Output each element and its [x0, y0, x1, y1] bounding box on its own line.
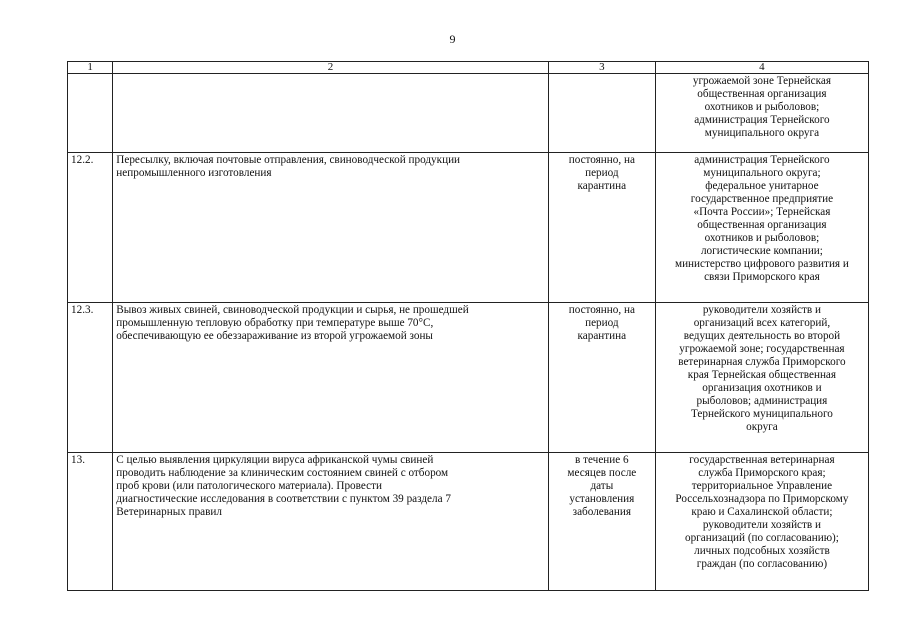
period-line: заболевания — [572, 506, 631, 518]
row-number: 12.3. — [68, 303, 113, 453]
responsible-line: министерство цифрового развития и — [674, 258, 849, 270]
action-line: С целью выявления циркуляции вируса африканской чумы свиней — [116, 454, 434, 466]
period-line: период — [585, 167, 619, 179]
responsible-line: территориальное Управление — [691, 480, 833, 492]
period-line: постоянно, на — [568, 304, 635, 316]
action-line: Пересылку, включая почтовые отправления, свиноводческой продукции — [116, 154, 461, 166]
row-action — [113, 453, 549, 591]
responsible-line: Тернейского муниципального — [690, 408, 833, 420]
period-line: карантина — [577, 330, 627, 342]
table-row — [68, 153, 869, 303]
period-line: месяцев после — [567, 467, 637, 479]
responsible-line: Россельхознадзора по Приморскому — [675, 493, 849, 505]
action-line: диагностические исследования в соответствии с пунктом 39 раздела 7 — [116, 493, 451, 505]
row-period — [548, 453, 655, 591]
header-col-1: 1 — [68, 62, 113, 74]
row-action — [113, 303, 549, 453]
row-responsible — [655, 153, 868, 303]
responsible-line: общественная организация — [697, 219, 827, 231]
responsible-line: государственная ветеринарная — [689, 454, 835, 466]
responsible-line: ведущих деятельность во второй — [683, 330, 841, 342]
responsible-line: организаций всех категорий, — [693, 317, 831, 329]
action-line: промышленную тепловую обработку при температуре выше 70°С, — [116, 317, 434, 329]
action-line: Ветеринарных правил — [116, 506, 222, 518]
period-line: период — [585, 317, 619, 329]
responsible-line: служба Приморского края; — [698, 467, 826, 479]
responsible-line: организация охотников и — [702, 382, 822, 394]
responsible-line: округа — [746, 421, 778, 433]
table-row — [68, 303, 869, 453]
row-responsible — [655, 74, 868, 153]
row-period — [548, 74, 655, 153]
row-period — [548, 153, 655, 303]
responsible-line: логистические компании; — [700, 245, 823, 257]
period-line: карантина — [577, 180, 627, 192]
responsible-line: связи Приморского края — [704, 271, 820, 283]
responsible-line: края Тернейская общественная — [687, 369, 837, 381]
row-responsible — [655, 453, 868, 591]
responsible-line: охотников и рыболовов; — [704, 232, 820, 244]
table-row — [68, 453, 869, 591]
responsible-line: «Почта России»; Тернейская — [693, 206, 831, 218]
header-col-4: 4 — [655, 62, 868, 74]
responsible-line: муниципального округа; — [703, 167, 821, 179]
period-line: постоянно, на — [568, 154, 635, 166]
row-number — [68, 74, 113, 153]
action-line: непромышленного изготовления — [116, 167, 272, 179]
responsible-line: ветеринарная служба Приморского — [678, 356, 846, 368]
responsible-line: угрожаемой зоне Тернейская — [692, 75, 831, 87]
responsible-line: граждан (по согласованию) — [696, 558, 828, 570]
responsible-line: руководители хозяйств и — [702, 519, 821, 531]
responsible-line: организаций (по согласованию); — [684, 532, 839, 544]
responsible-line: муниципального округа — [704, 127, 820, 139]
action-line: проб крови (или патологического материала). Провести — [116, 480, 382, 492]
page-number: 9 — [449, 32, 456, 46]
action-line: обеспечивающую ее обеззараживание из второй угрожаемой зоны — [116, 330, 433, 342]
row-action — [113, 153, 549, 303]
row-action — [113, 74, 549, 153]
row-number: 13. — [68, 453, 113, 591]
responsible-line: краю и Сахалинской области; — [691, 506, 833, 518]
responsible-line: администрация Тернейского — [694, 154, 830, 166]
action-line: Вывоз живых свиней, свиноводческой продукции и сырья, не прошедшей — [116, 304, 469, 316]
responsible-line: государственное предприятие — [690, 193, 834, 205]
period-line: даты — [590, 480, 614, 492]
responsible-line: рыболовов; администрация — [696, 395, 828, 407]
responsible-line: угрожаемой зоне; государственная — [679, 343, 845, 355]
row-number: 12.2. — [68, 153, 113, 303]
responsible-line: администрация Тернейского — [694, 114, 830, 126]
row-responsible — [655, 303, 868, 453]
responsible-line: охотников и рыболовов; — [704, 101, 820, 113]
action-line: проводить наблюдение за клиническим состоянием свиней с отбором — [116, 467, 449, 479]
header-col-3: 3 — [548, 62, 655, 74]
table-row — [68, 74, 869, 153]
table-header-row — [68, 62, 869, 74]
responsible-line: личных подсобных хозяйств — [694, 545, 830, 557]
responsible-line: общественная организация — [697, 88, 827, 100]
header-col-2: 2 — [113, 62, 549, 74]
row-period — [548, 303, 655, 453]
responsible-line: руководители хозяйств и — [702, 304, 821, 316]
period-line: установления — [569, 493, 635, 505]
measures-table — [67, 61, 869, 591]
period-line: в течение 6 — [575, 454, 629, 466]
responsible-line: федеральное унитарное — [705, 180, 819, 192]
